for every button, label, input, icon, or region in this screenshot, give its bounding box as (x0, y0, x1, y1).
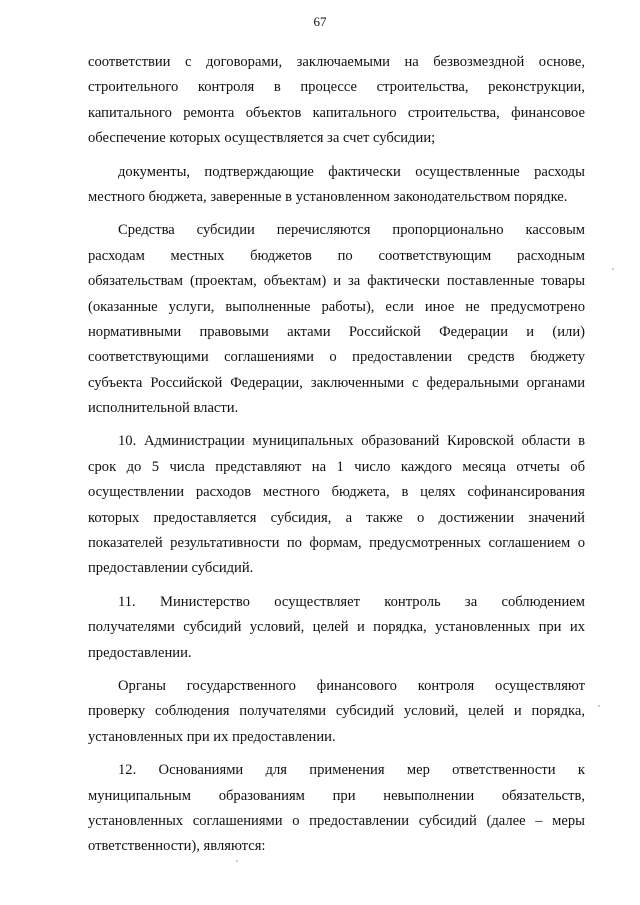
text-line: исполнительной власти. (88, 400, 239, 417)
scan-speck (598, 705, 600, 707)
paragraph (88, 758, 585, 860)
paragraph-gap (88, 421, 585, 429)
text-line: документы, подтверждающие фактически осуществленные расходы (118, 163, 585, 180)
text-line: которых предоставляется субсидия, а также о достижении значений (88, 509, 585, 526)
text-line: ответственности), являются: (88, 838, 266, 855)
page-number: 67 (313, 14, 327, 29)
text-line: соответствующими соглашениями о предоставлении средств бюджету (88, 349, 585, 366)
paragraph (88, 429, 585, 581)
paragraph (88, 218, 585, 421)
text-line: проверку соблюдения получателями субсидий условий, целей и порядка, (88, 703, 585, 720)
text-line: местного бюджета, заверенные в установленном законодательством порядке. (88, 188, 568, 205)
text-line: субъекта Российской Федерации, заключенными с федеральными органами (88, 374, 585, 391)
text-line: установленных при их предоставлении. (88, 728, 336, 745)
scan-speck (236, 860, 238, 862)
paragraph (88, 160, 585, 211)
text-line: предоставлении субсидий. (88, 560, 254, 577)
text-line: строительного контроля в процессе строительства, реконструкции, (88, 79, 585, 96)
text-line: соответствии с договорами, заключаемыми на безвозмездной основе, (88, 54, 585, 70)
paragraph-gap (88, 750, 585, 758)
text-line: (оказанные услуги, выполненные работы), если иное не предусмотрено (88, 298, 585, 315)
paragraph (88, 590, 585, 666)
text-line: Органы государственного финансового контроля осуществляют (118, 677, 585, 694)
document-body (88, 50, 585, 860)
text-line: предоставлении. (88, 644, 192, 661)
text-line: Средства субсидии перечисляются пропорционально кассовым (118, 222, 585, 239)
text-line: срок до 5 числа представляют на 1 число каждого месяца отчеты об (88, 458, 585, 475)
paragraph-gap (88, 152, 585, 160)
text-line: 10. Администрации муниципальных образований Кировской области в (118, 433, 585, 450)
text-line: 11. Министерство осуществляет контроль за соблюдением (118, 593, 585, 610)
text-line: получателями субсидий условий, целей и порядка, установленных при их (88, 619, 585, 636)
paragraph-gap (88, 666, 585, 674)
text-line: расходам местных бюджетов по соответствующим расходным (88, 247, 585, 264)
text-line: осуществлении расходов местного бюджета, в целях софинансирования (88, 484, 585, 501)
text-line: капитального ремонта объектов капитального строительства, финансовое (88, 104, 585, 121)
paragraph-gap (88, 582, 585, 590)
text-line: 12. Основаниями для применения мер ответственности к (118, 762, 585, 779)
paragraph (88, 674, 585, 750)
text-line: обязательствам (проектам, объектам) и за фактически поставленные товары (88, 273, 585, 290)
text-line: показателей результативности по формам, предусмотренных соглашением о (88, 535, 585, 552)
text-line: нормативными правовыми актами Российской Федерации и (или) (88, 323, 585, 340)
text-line: установленных соглашениями о предоставлении субсидий (далее – меры (88, 812, 585, 829)
text-line: муниципальным образованиям при невыполнении обязательств, (88, 787, 585, 804)
text-line: обеспечение которых осуществляется за счет субсидии; (88, 130, 436, 147)
paragraph (88, 50, 585, 152)
scan-speck (612, 268, 614, 270)
paragraph-gap (88, 210, 585, 218)
